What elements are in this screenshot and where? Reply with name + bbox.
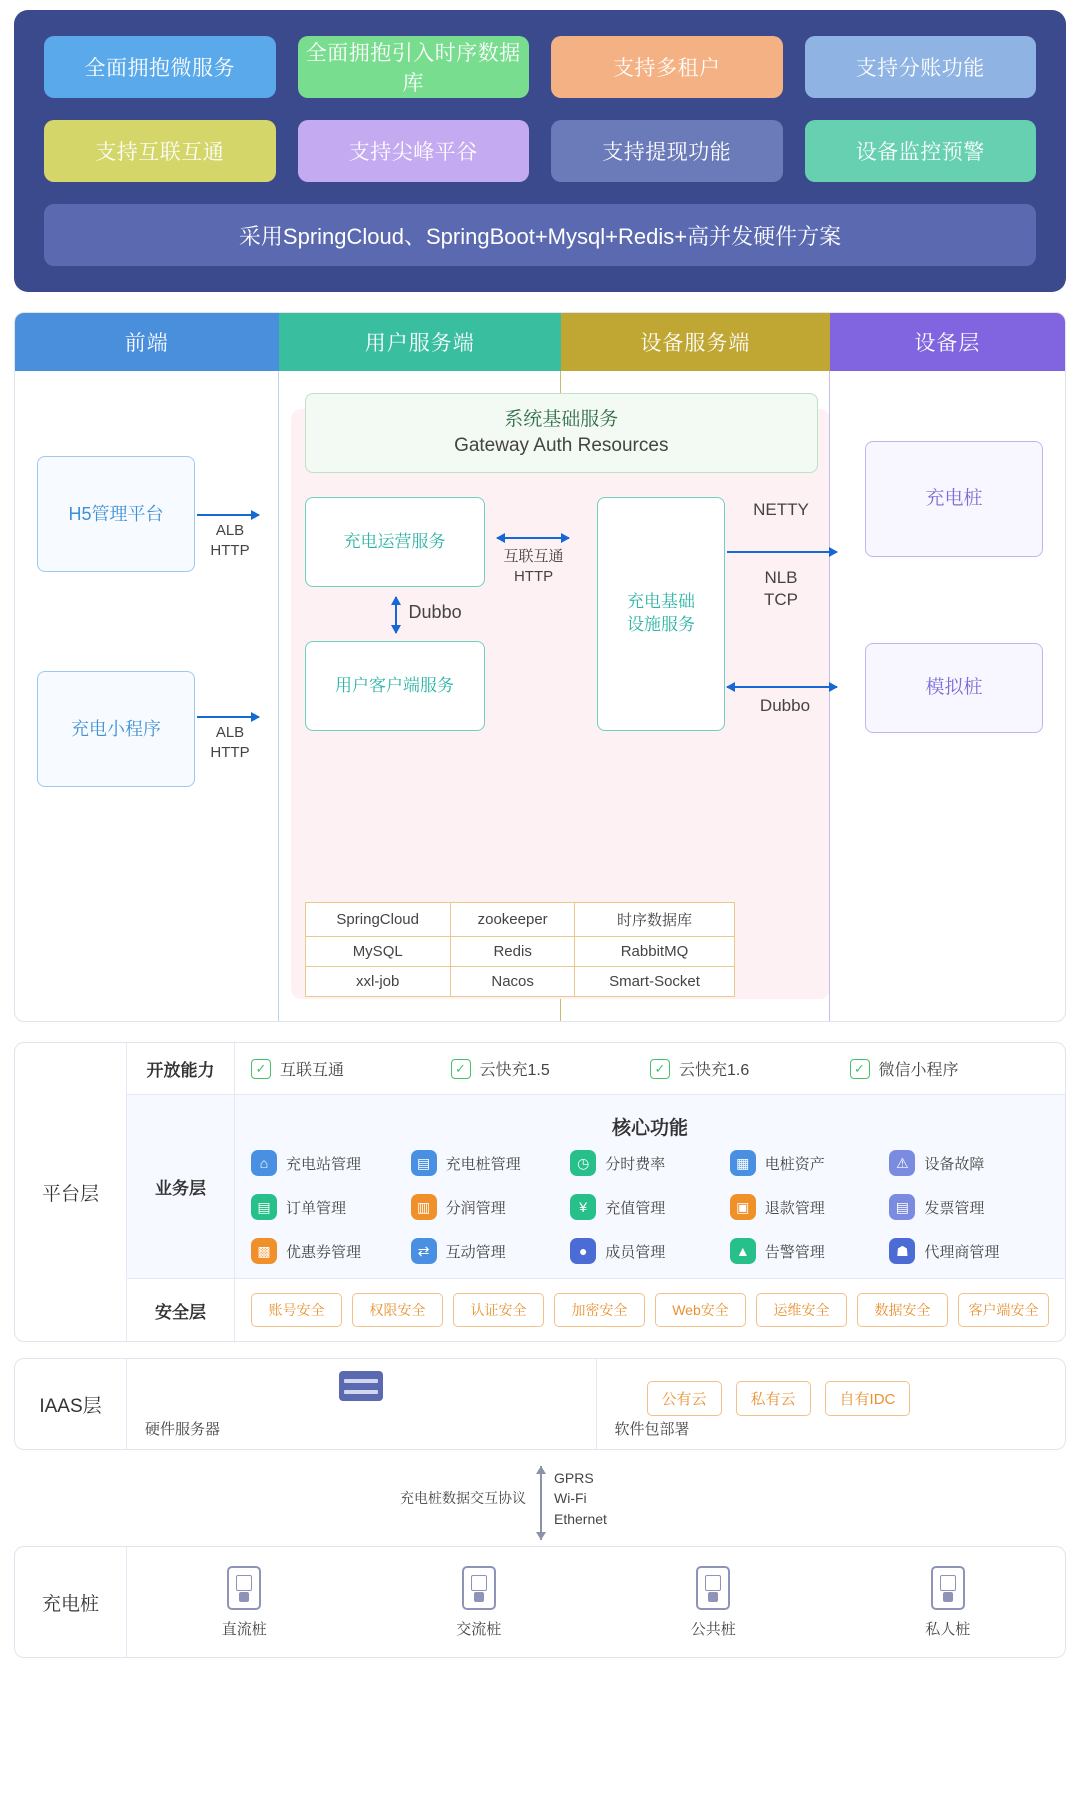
list-item: ▲ 告警管理 <box>730 1238 890 1264</box>
security-chip: Web安全 <box>655 1293 746 1327</box>
architecture-column-headers <box>15 313 1065 371</box>
column-header-user-service: 用户服务端 <box>279 313 561 371</box>
list-item: ▩ 优惠券管理 <box>251 1238 411 1264</box>
platform-layer-title: 平台层 <box>15 1043 127 1341</box>
feature-chip: 支持尖峰平谷 <box>298 120 530 182</box>
security-item-list <box>251 1293 1049 1327</box>
warning-icon: ⚠ <box>889 1150 915 1176</box>
list-item: ✓ 云快充1.6 <box>650 1057 850 1080</box>
list-item: ▤ 订单管理 <box>251 1194 411 1220</box>
feature-chip: 支持互联互通 <box>44 120 276 182</box>
agent-icon: ☗ <box>889 1238 915 1264</box>
netty-label: NETTY <box>753 500 809 519</box>
open-capability-title: 开放能力 <box>127 1043 235 1094</box>
table-cell: xxl-job <box>305 967 450 997</box>
frontend-column <box>15 371 279 1021</box>
mini-program-box: 充电小程序 <box>37 671 195 787</box>
iaas-layer-title: IAAS层 <box>15 1359 127 1449</box>
arrow-interop <box>497 537 569 539</box>
open-capability-row <box>127 1043 1065 1095</box>
feature-chip: 支持分账功能 <box>805 36 1037 98</box>
feature-chip: 全面拥抱引入时序数据库 <box>298 36 530 98</box>
charging-pile-box: 充电桩 <box>865 441 1043 557</box>
arrow-h5-to-service <box>197 514 259 516</box>
protocol-item: Ethernet <box>554 1510 607 1527</box>
security-chip: 客户端安全 <box>958 1293 1049 1327</box>
feature-chip-row-2 <box>44 120 1036 182</box>
list-item: ▦ 电桩资产 <box>730 1150 890 1176</box>
business-layer-title: 业务层 <box>127 1095 235 1278</box>
charging-pile-title: 充电桩 <box>15 1547 127 1657</box>
interop-label: 互联互通 HTTP <box>503 548 564 585</box>
table-cell: Nacos <box>450 967 575 997</box>
alarm-icon: ▲ <box>730 1238 756 1264</box>
simulated-pile-box: 模拟桩 <box>865 643 1043 733</box>
security-layer-body <box>235 1279 1065 1341</box>
open-capability-list <box>251 1057 1049 1080</box>
table-cell: SpringCloud <box>305 903 450 937</box>
business-layer-body <box>235 1095 1065 1278</box>
security-layer-row <box>127 1279 1065 1341</box>
dubbo-vertical-label: Dubbo <box>408 602 462 622</box>
interaction-icon: ⇄ <box>411 1238 437 1264</box>
check-icon: ✓ <box>850 1059 870 1079</box>
list-item: ⌂ 充电站管理 <box>251 1150 411 1176</box>
list-item: ⚠ 设备故障 <box>889 1150 1049 1176</box>
protocol-connector <box>14 1460 1066 1546</box>
list-item: ¥ 充值管理 <box>570 1194 730 1220</box>
base-service-box: 系统基础服务 Gateway Auth Resources <box>305 393 818 473</box>
core-functions-grid <box>251 1150 1049 1264</box>
charging-pile-section <box>14 1546 1066 1658</box>
security-chip: 认证安全 <box>453 1293 544 1327</box>
arrow-dubbo-vertical <box>395 597 397 633</box>
list-item: ◷ 分时费率 <box>570 1150 730 1176</box>
list-item: ▤ 发票管理 <box>889 1194 1049 1220</box>
check-icon: ✓ <box>451 1059 471 1079</box>
list-item: ● 成员管理 <box>570 1238 730 1264</box>
feature-banner <box>14 10 1066 292</box>
recharge-icon: ¥ <box>570 1194 596 1220</box>
list-item: ▣ 退款管理 <box>730 1194 890 1220</box>
order-icon: ▤ <box>251 1194 277 1220</box>
check-icon: ✓ <box>650 1059 670 1079</box>
connector-arrow <box>540 1466 542 1540</box>
feature-chip: 支持多租户 <box>551 36 783 98</box>
list-item: ⇄ 互动管理 <box>411 1238 571 1264</box>
server-icon <box>339 1371 383 1401</box>
architecture-section <box>14 312 1066 1022</box>
column-header-frontend: 前端 <box>15 313 279 371</box>
security-chip: 数据安全 <box>857 1293 948 1327</box>
table-cell: zookeeper <box>450 903 575 937</box>
protocol-item: Wi-Fi <box>554 1490 587 1507</box>
security-chip: 运维安全 <box>756 1293 847 1327</box>
dc-pile-icon <box>227 1566 261 1610</box>
clock-icon: ◷ <box>570 1150 596 1176</box>
cloud-option-list <box>647 1381 911 1416</box>
hardware-caption: 硬件服务器 <box>145 1421 221 1438</box>
profit-icon: ▥ <box>411 1194 437 1220</box>
tech-stack-banner: 采用SpringCloud、SpringBoot+Mysql+Redis+高并发硬件方案 <box>44 204 1036 266</box>
list-item: ✓ 微信小程序 <box>850 1057 1050 1080</box>
list-item: ✓ 云快充1.5 <box>451 1057 651 1080</box>
refund-icon: ▣ <box>730 1194 756 1220</box>
list-item: ▥ 分润管理 <box>411 1194 571 1220</box>
list-item: ▤ 充电桩管理 <box>411 1150 571 1176</box>
core-functions-title: 核心功能 <box>611 1118 688 1139</box>
table-cell: Smart-Socket <box>575 967 734 997</box>
security-chip: 账号安全 <box>251 1293 342 1327</box>
list-item: 交流桩 <box>362 1547 597 1657</box>
arrow-miniapp-to-service <box>197 716 259 718</box>
open-capability-body <box>235 1043 1065 1094</box>
asset-icon: ▦ <box>730 1150 756 1176</box>
public-pile-icon <box>696 1566 730 1610</box>
list-item: ✓ 互联互通 <box>251 1057 451 1080</box>
h5-platform-box: H5管理平台 <box>37 456 195 572</box>
cloud-chip: 自有IDC <box>825 1381 911 1416</box>
member-icon: ● <box>570 1238 596 1264</box>
check-icon: ✓ <box>251 1059 271 1079</box>
device-service-column <box>561 371 830 1021</box>
table-cell: MySQL <box>305 937 450 967</box>
security-layer-title: 安全层 <box>127 1279 235 1341</box>
nlb-label: NLB <box>764 568 798 587</box>
coupon-icon: ▩ <box>251 1238 277 1264</box>
device-layer-column <box>830 371 1065 1021</box>
platform-layer-rows <box>127 1043 1065 1341</box>
feature-chip: 全面拥抱微服务 <box>44 36 276 98</box>
station-icon: ⌂ <box>251 1150 277 1176</box>
security-chip: 权限安全 <box>352 1293 443 1327</box>
software-deploy-block <box>597 1359 1066 1449</box>
architecture-body <box>15 371 1065 1021</box>
cloud-chip: 私有云 <box>736 1381 811 1416</box>
list-item: 公共桩 <box>596 1547 831 1657</box>
table-cell: RabbitMQ <box>575 937 734 967</box>
feature-chip: 设备监控预警 <box>805 120 1037 182</box>
charging-pile-list <box>127 1547 1065 1657</box>
table-cell: 时序数据库 <box>575 903 734 937</box>
protocol-item: GPRS <box>554 1470 594 1486</box>
cloud-chip: 公有云 <box>647 1381 722 1416</box>
software-caption: 软件包部署 <box>614 1421 690 1438</box>
iaas-layer-body <box>127 1359 1065 1449</box>
list-item: 直流桩 <box>127 1547 362 1657</box>
security-chip: 加密安全 <box>554 1293 645 1327</box>
tcp-label: TCP <box>763 590 798 609</box>
list-item: ☗ 代理商管理 <box>889 1238 1049 1264</box>
table-cell: Redis <box>450 937 575 967</box>
feature-chip: 支持提现功能 <box>551 120 783 182</box>
invoice-icon: ▤ <box>889 1194 915 1220</box>
ac-pile-icon <box>462 1566 496 1610</box>
column-header-device-service: 设备服务端 <box>561 313 830 371</box>
column-header-device-layer: 设备层 <box>830 313 1065 371</box>
platform-layer-section <box>14 1042 1066 1342</box>
pile-icon: ▤ <box>411 1150 437 1176</box>
client-service-box: 用户客户端服务 <box>305 641 485 731</box>
hardware-server-block <box>127 1359 597 1449</box>
iaas-layer-section <box>14 1358 1066 1450</box>
infrastructure-service-box: 充电基础 设施服务 <box>597 497 725 731</box>
h5-link-label: ALB HTTP <box>210 522 250 559</box>
business-layer-row <box>127 1095 1065 1279</box>
dubbo-sim-label: Dubbo <box>759 696 811 715</box>
private-pile-icon <box>931 1566 965 1610</box>
list-item: 私人桩 <box>831 1547 1066 1657</box>
miniapp-link-label: ALB HTTP <box>210 724 250 761</box>
operation-service-box: 充电运营服务 <box>305 497 485 587</box>
protocol-label: 充电桩数据交互协议 <box>400 1490 526 1506</box>
arrow-netty-to-pile <box>727 551 837 553</box>
feature-chip-row-1 <box>44 36 1036 98</box>
arrow-dubbo-to-sim <box>727 686 837 688</box>
protocol-list <box>554 1468 607 1529</box>
